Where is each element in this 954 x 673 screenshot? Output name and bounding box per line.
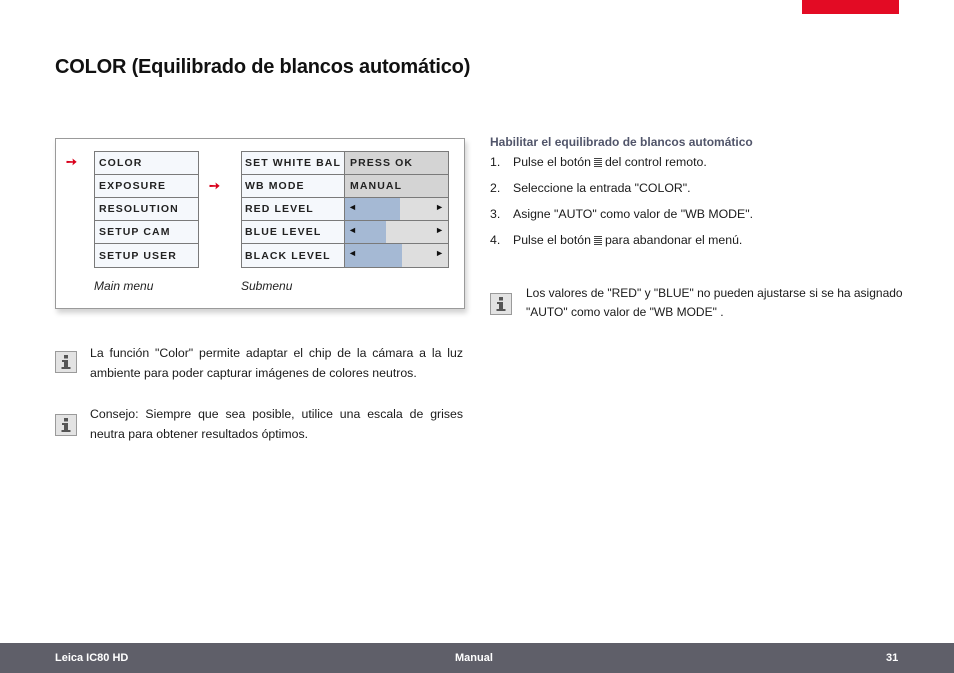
step-item [490,204,753,230]
caption-submenu: Submenu [241,279,293,293]
submenu-row-blue-level [242,221,448,244]
page-footer [0,643,954,673]
page-title: COLOR (Equilibrado de blancos automático) [55,56,471,78]
submenu [241,151,449,268]
step-item [490,152,753,178]
arrow-left-icon: ◄ [348,248,357,258]
main-menu [94,151,199,268]
main-menu-item-exposure: EXPOSURE [95,175,198,198]
note-color-function: La función "Color" permite adaptar el chip de la cámara a la luz ambiente para poder capturar imágenes de colores neutros. [90,346,463,380]
step-text: Seleccione la entrada "COLOR". [513,181,691,195]
submenu-value: PRESS OK [345,152,448,174]
footer-product: Leica IC80 HD [55,652,129,664]
black-level-slider [345,244,448,267]
step-text-before: Pulse el botón [513,233,591,247]
step-number: 3. [490,207,501,221]
submenu-row-set-white-bal [242,152,448,175]
submenu-row-black-level [242,244,448,267]
step-item [490,230,753,256]
note-gray-scale-tip: Consejo: Siempre que sea posible, utilice una escala de grises neutra para obtener resultados óptimos. [90,407,463,441]
main-menu-item-resolution: RESOLUTION [95,198,198,221]
footer-page-number: 31 [886,652,899,664]
step-text-after: para abandonar el menú. [604,233,743,247]
main-menu-item-color: COLOR [95,152,198,175]
main-menu-item-setup-cam: SETUP CAM [95,221,198,244]
submenu-label: SET WHITE BAL [242,152,345,174]
step-text [513,230,742,256]
arrow-right-icon: ► [435,202,444,212]
arrow-left-icon: ◄ [348,225,357,235]
arrow-right-icon: ► [435,225,444,235]
procedure-heading: Habilitar el equilibrado de blancos automático [490,135,753,149]
arrow-right-icon: ► [435,248,444,258]
step-text: Asigne "AUTO" como valor de "WB MODE". [513,207,754,221]
menu-icon [594,236,602,245]
submenu-row-wb-mode [242,175,448,198]
red-level-slider [345,198,448,220]
pointer-arrow-main: ➙ [66,154,77,169]
blue-level-slider [345,221,448,243]
submenu-label: BLUE LEVEL [242,221,345,243]
note-red-blue-values: Los valores de "RED" y "BLUE" no pueden ajustarse si se ha asignado "AUTO" como valor de "WB MODE" . [526,286,903,319]
step-text [513,152,707,178]
menu-icon [594,158,602,167]
info-icon [490,293,512,315]
pointer-arrow-sub: ➙ [209,178,220,193]
main-menu-item-setup-user: SETUP USER [95,244,198,267]
step-text-after: del control remoto. [604,155,707,169]
red-tab-marker [802,0,899,14]
info-icon [55,414,77,436]
caption-main-menu: Main menu [94,279,154,293]
arrow-left-icon: ◄ [348,202,357,212]
submenu-label: WB MODE [242,175,345,197]
procedure-steps [490,152,753,256]
step-number: 4. [490,233,501,247]
submenu-row-red-level [242,198,448,221]
footer-doc-type: Manual [455,652,493,664]
submenu-label: RED LEVEL [242,198,345,220]
step-item [490,178,753,204]
step-number: 1. [490,155,501,169]
submenu-label: BLACK LEVEL [242,244,345,267]
step-number: 2. [490,181,501,195]
info-icon [55,351,77,373]
menu-figure [55,138,465,309]
step-text-before: Pulse el botón [513,155,591,169]
submenu-value: MANUAL [345,175,448,197]
